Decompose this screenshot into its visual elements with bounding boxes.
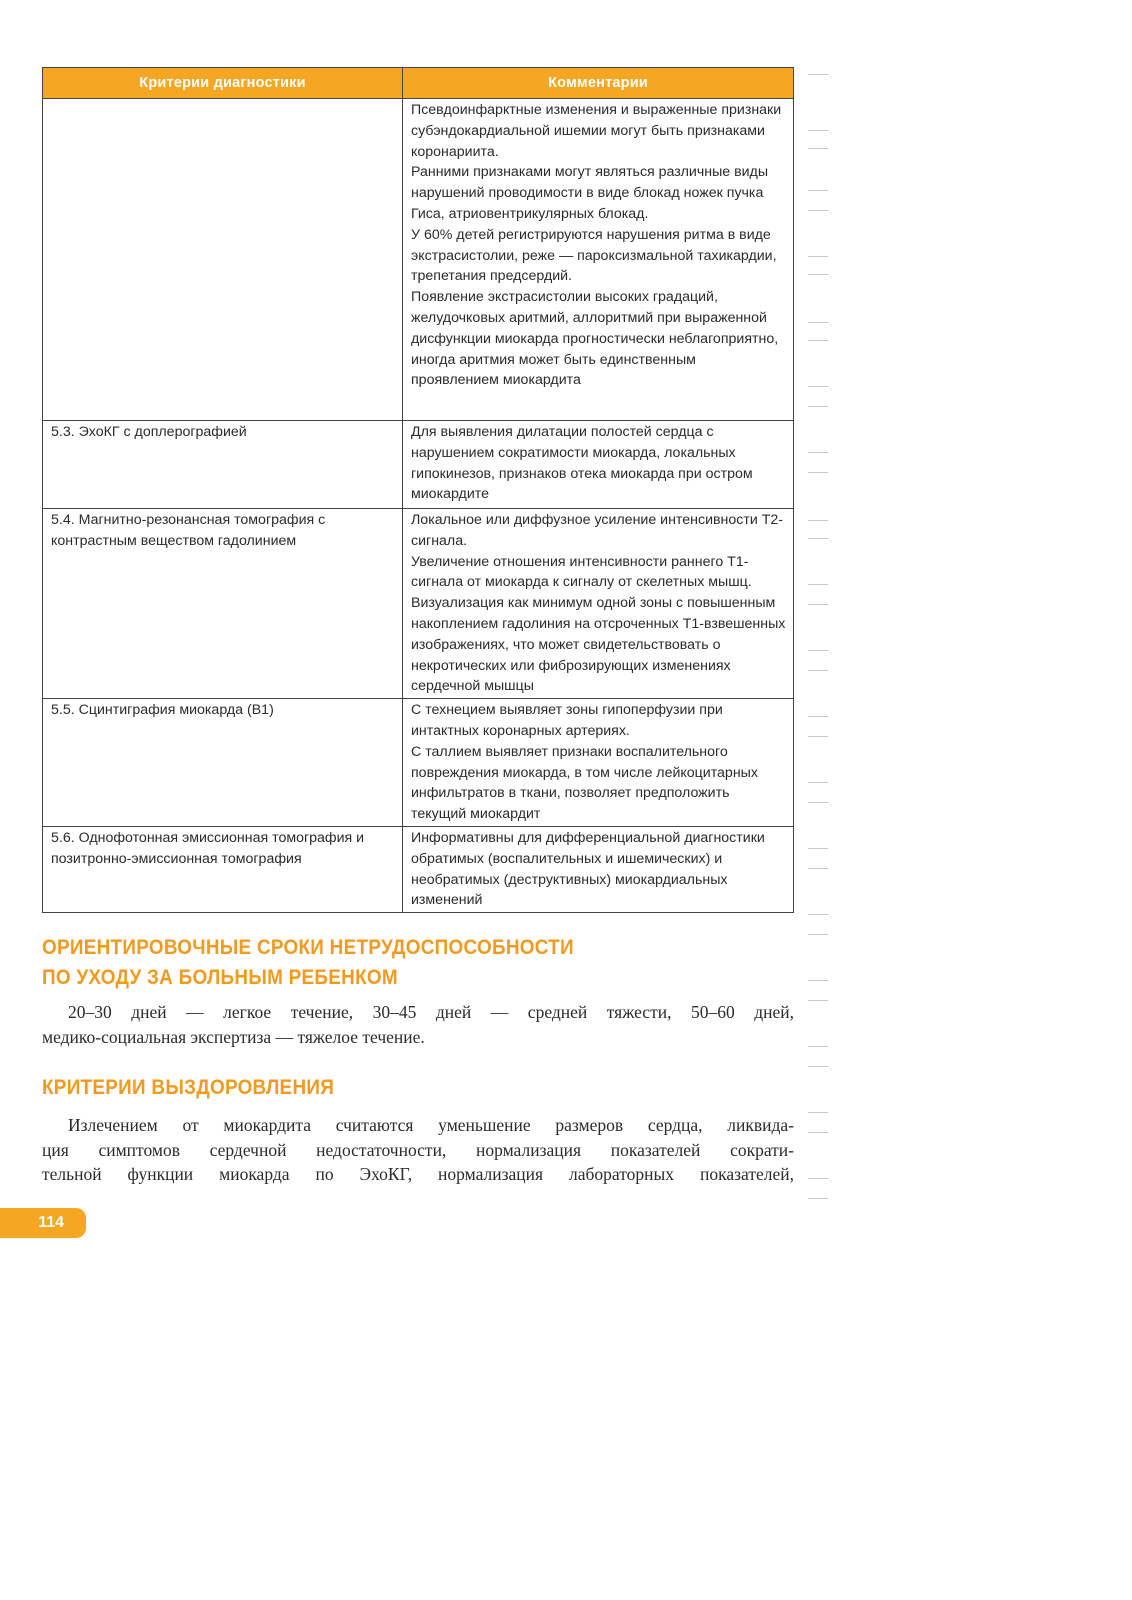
comment-paragraph: Информативны для дифференциальной диагностики обратимых (воспалительных и ишемических) и необратимых (деструктивных) миокардиальных изменений	[411, 829, 765, 909]
table-header-row	[43, 68, 794, 99]
comment-paragraph: Для выявления дилатации полостей сердца с нарушением сократимости миокарда, локальных гипокинезов, признаков отека миокарда при остром миокардите	[411, 424, 753, 503]
heading-line: ПО УХОДУ ЗА БОЛЬНЫМ РЕБЕНКОМ	[42, 965, 398, 989]
text-line: медико-социальная экспертиза — тяжелое течение.	[42, 1026, 425, 1047]
comment-paragraph: Увеличение отношения интенсивности раннего Т1-сигнала от миокарда к сигналу от скелетных мышц.	[411, 553, 752, 591]
work-incapacity-paragraph	[42, 1000, 794, 1049]
table-row	[43, 99, 794, 421]
table-row	[43, 421, 794, 509]
comment-paragraph: С таллием выявляет признаки воспалительного повреждения миокарда, в том числе лейкоцитарных инфильтратов в ткани, позволяет предположить текущий миокардит	[411, 743, 758, 823]
recovery-criteria-paragraph	[42, 1113, 794, 1187]
section-heading-recovery-criteria: КРИТЕРИИ ВЫЗДОРОВЛЕНИЯ	[42, 1075, 335, 1099]
comment-cell	[403, 826, 794, 912]
text-line: ция симптомов сердечной недостаточности, нормализация показателей сократи-	[42, 1139, 794, 1160]
comment-cell	[403, 99, 794, 421]
comment-paragraph: У 60% детей регистрируются нарушения ритма в виде экстрасистолии, реже — пароксизмальной тахикардии, трепетания предсердий.	[411, 226, 777, 285]
criterion-cell: 5.4. Магнитно-резонансная томография с контрастным веществом гадолинием	[43, 509, 403, 699]
table-row	[43, 826, 794, 912]
thumb-index-marks	[808, 60, 830, 1230]
comment-cell	[403, 699, 794, 827]
comment-paragraph: Появление экстрасистолии высоких градаций, желудочковых аритмий, аллоритмий при выраженной дисфункции миокарда прогностически неблагоприятно, иногда аритмия может быть единственным проявлением миокардита	[411, 289, 779, 389]
criterion-cell: 5.3. ЭхоКГ с доплерографией	[43, 421, 403, 509]
column-header-comments: Комментарии	[403, 68, 794, 99]
comment-paragraph: Локальное или диффузное усиление интенсивности Т2-сигнала.	[411, 512, 784, 549]
comment-paragraph: Визуализация как минимум одной зоны с повышенным накоплением гадолиния на отсроченных Т1-взвешенных изображениях, что может свидетельствовать о некротических или фиброзирующих изменениях сердечной мышцы	[411, 595, 786, 695]
table-row	[43, 509, 794, 699]
page-number: 114	[0, 1208, 86, 1238]
comment-paragraph: Псевдоинфарктные изменения и выраженные признаки субэндокардиальной ишемии могут быть признаками коронариита.	[411, 102, 782, 160]
heading-line: ОРИЕНТИРОВОЧНЫЕ СРОКИ НЕТРУДОСПОСОБНОСТИ	[42, 935, 574, 959]
comment-paragraph: Ранними признаками могут являться различные виды нарушений проводимости в виде блокад ножек пучка Гиса, атриовентрикулярных блокад.	[411, 164, 769, 222]
section-heading-work-incapacity	[42, 932, 574, 992]
text-line: 20–30 дней — легкое течение, 30–45 дней — средней тяжести, 50–60 дней,	[68, 1002, 794, 1022]
criterion-cell: 5.6. Однофотонная эмиссионная томография и позитронно-эмиссионная томография	[43, 826, 403, 912]
comment-cell	[403, 421, 794, 509]
column-header-criteria: Критерии диагностики	[43, 68, 403, 99]
comment-cell	[403, 509, 794, 699]
comment-paragraph: С технецием выявляет зоны гипоперфузии при интактных коронарных артериях.	[411, 702, 723, 739]
criterion-cell: 5.5. Сцинтиграфия миокарда (В1)	[43, 699, 403, 827]
text-line: тельной функции миокарда по ЭхоКГ, нормализация лабораторных показателей,	[42, 1164, 794, 1184]
criterion-cell	[43, 99, 403, 421]
diagnostic-criteria-table	[42, 67, 794, 913]
text-line: Излечением от миокардита считаются уменьшение размеров сердца, ликвида-	[68, 1115, 794, 1135]
table-row	[43, 699, 794, 827]
